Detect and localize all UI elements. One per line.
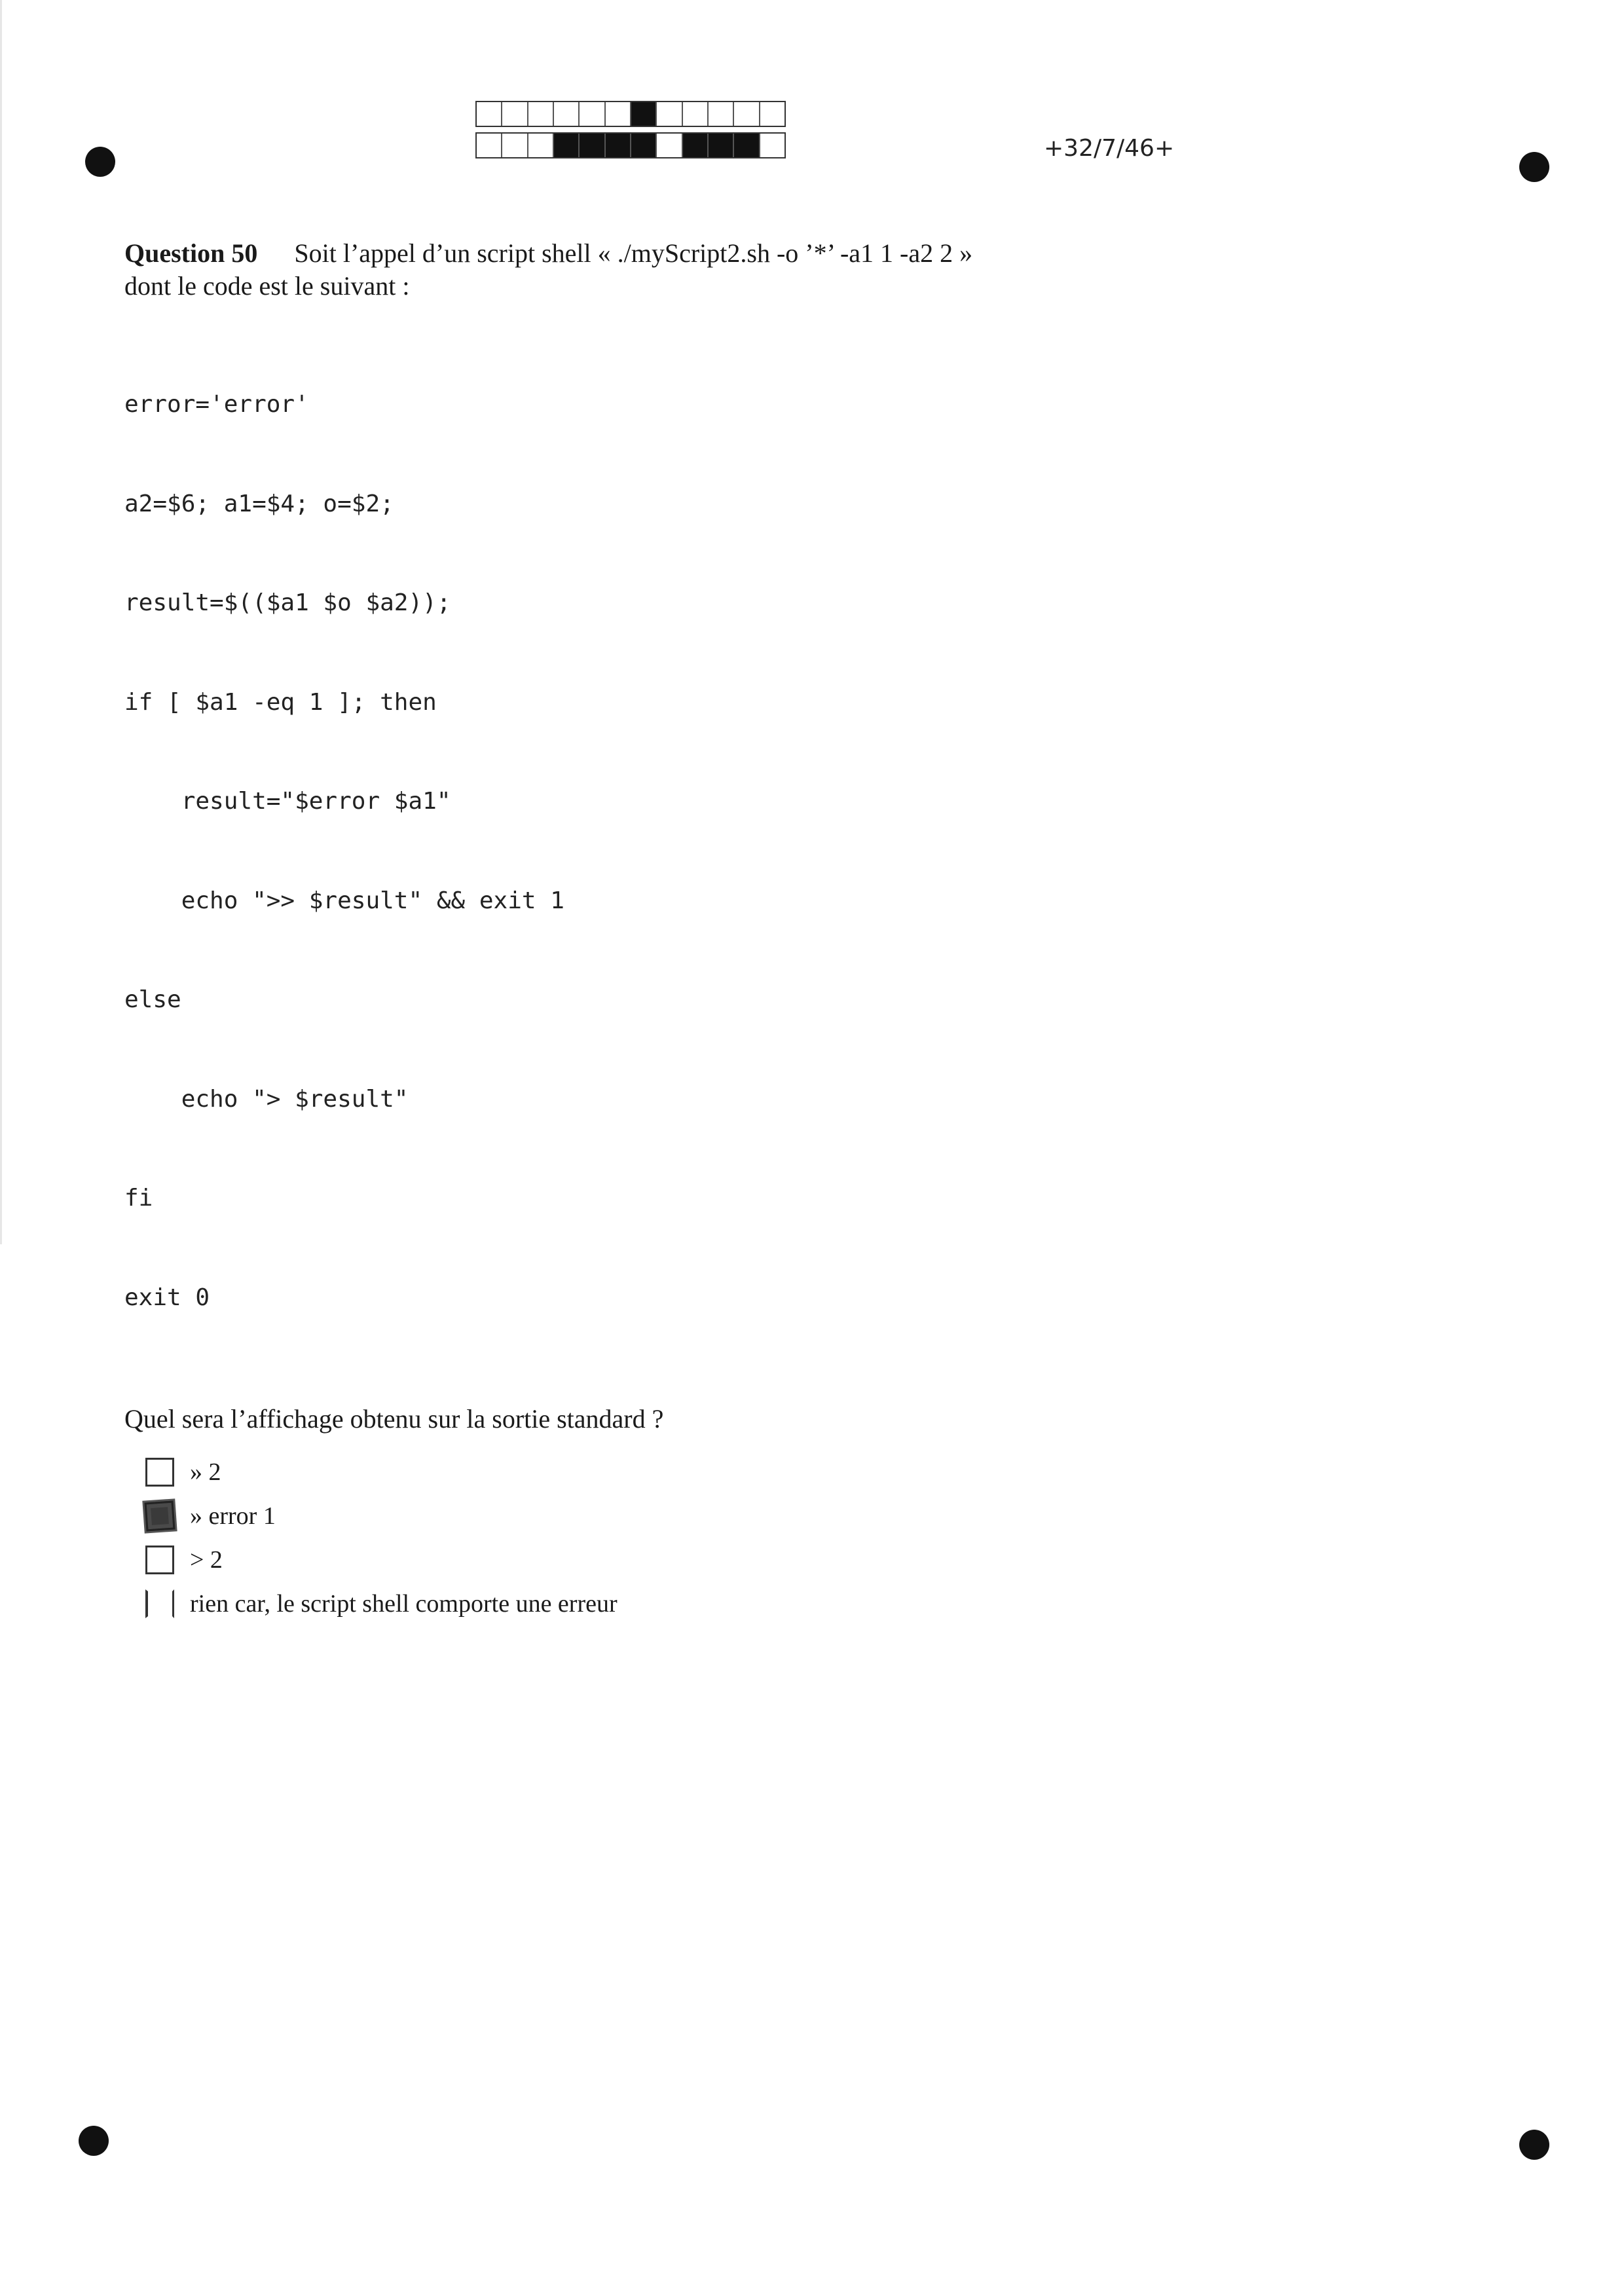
code-line: result=$(($a1 $o $a2)); [124, 589, 451, 616]
answer-label: rien car, le script shell comporte une erreur [190, 1590, 618, 1618]
code-cell-empty [760, 134, 784, 157]
code-cell-empty [502, 134, 528, 157]
code-cell-empty [477, 102, 502, 126]
question-intro-line-2: dont le code est le suivant : [124, 271, 410, 301]
code-line: exit 0 [124, 1284, 210, 1311]
code-cell-empty [709, 102, 734, 126]
code-cell-filled [606, 134, 631, 157]
binary-code-row-1 [475, 101, 786, 127]
code-cell-filled [554, 134, 580, 157]
answer-checkbox[interactable] [145, 1458, 174, 1487]
code-cell-filled [709, 134, 734, 157]
code-cell-filled [580, 134, 605, 157]
answer-label: » error 1 [190, 1502, 276, 1530]
code-line: result="$error $a1" [124, 788, 451, 815]
code-cell-empty [657, 134, 682, 157]
code-line: if [ $a1 -eq 1 ]; then [124, 688, 437, 716]
code-cell-empty [580, 102, 605, 126]
question-prompt: Quel sera l’affichage obtenu sur la sortie standard ? [124, 1404, 664, 1434]
code-line: else [124, 986, 181, 1013]
question-intro-text: Soit l’appel d’un script shell « ./myScript2.sh -o ’*’ -a1 1 -a2 2 » [294, 238, 973, 268]
code-cell-empty [502, 102, 528, 126]
answer-option-2[interactable] [145, 1499, 1107, 1533]
code-cell-filled [631, 134, 657, 157]
code-line: a2=$6; a1=$4; o=$2; [124, 490, 394, 517]
binary-id-code [475, 101, 786, 164]
scan-edge-shadow [0, 0, 2, 1244]
answer-option-1[interactable] [145, 1455, 1107, 1489]
code-line: fi [124, 1185, 153, 1212]
code-cell-empty [734, 102, 760, 126]
code-line: error='error' [124, 391, 309, 418]
code-line: echo "> $result" [124, 1085, 409, 1113]
code-cell-empty [657, 102, 682, 126]
question-number: Question 50 [124, 238, 258, 268]
registration-mark-top-right [1519, 152, 1549, 182]
code-cell-empty [683, 102, 709, 126]
code-cell-empty [760, 102, 784, 126]
code-cell-empty [554, 102, 580, 126]
code-cell-filled [631, 102, 657, 126]
code-cell-empty [528, 102, 554, 126]
registration-mark-top-left [85, 147, 115, 177]
registration-mark-bottom-left [79, 2126, 109, 2156]
answer-option-4[interactable] [145, 1587, 1107, 1621]
code-line: echo ">> $result" && exit 1 [124, 887, 564, 914]
question-block [124, 237, 1107, 1631]
answer-label: > 2 [190, 1546, 223, 1574]
answer-checkbox-checked[interactable] [145, 1501, 175, 1532]
registration-mark-bottom-right [1519, 2130, 1549, 2160]
code-cell-filled [734, 134, 760, 157]
answer-option-3[interactable] [145, 1543, 1107, 1577]
code-listing [124, 322, 1107, 1380]
answer-checkbox[interactable] [145, 1546, 174, 1574]
code-cell-empty [528, 134, 554, 157]
answer-list [145, 1455, 1107, 1621]
code-cell-filled [683, 134, 709, 157]
answer-checkbox[interactable] [145, 1589, 174, 1618]
binary-code-row-2 [475, 132, 786, 158]
page-identifier: +32/7/46+ [1044, 135, 1175, 162]
question-intro-line-1 [124, 237, 1107, 270]
code-cell-empty [606, 102, 631, 126]
answer-label: » 2 [190, 1458, 221, 1486]
code-cell-empty [477, 134, 502, 157]
